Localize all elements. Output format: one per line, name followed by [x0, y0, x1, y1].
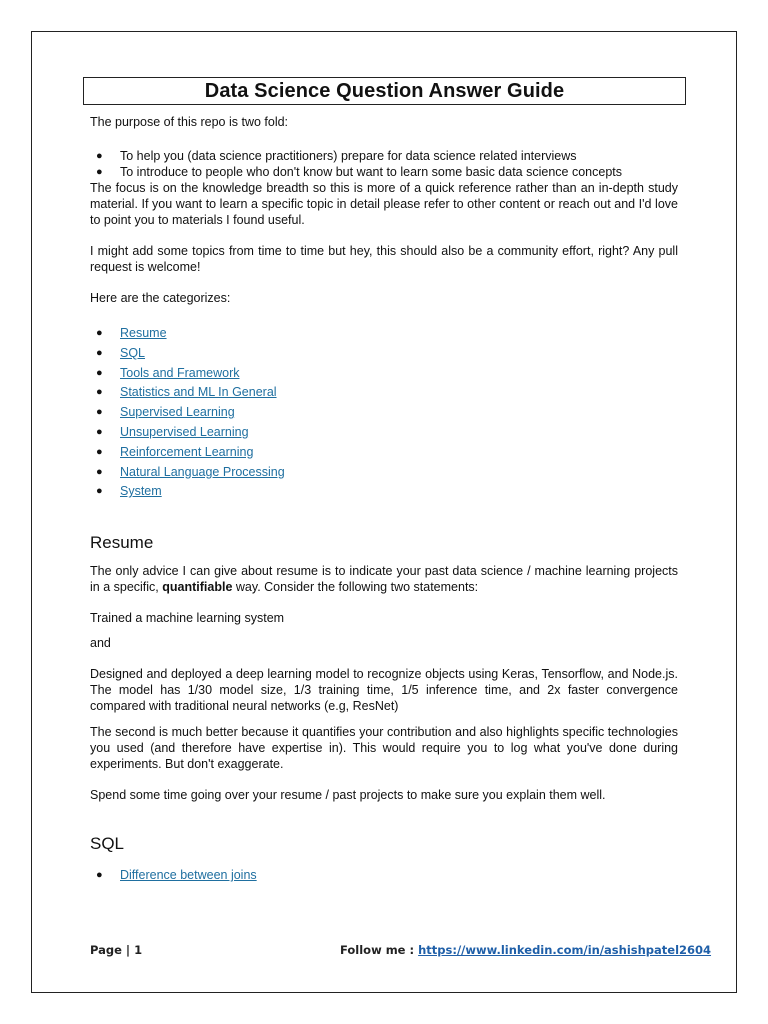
follow-me	[340, 943, 711, 957]
list-item	[90, 324, 678, 344]
list-item	[90, 364, 678, 384]
statement-two: Designed and deployed a deep learning model to recognize objects using Keras, Tensorflow, and Node.js. The model has 1/30 model size, 1/3 training time, 1/5 inference time, and 2x faster convergence compared with traditional neural networks (e.g, ResNet)	[90, 667, 678, 714]
purpose-text: To help you (data science practitioners) prepare for data science related interviews	[120, 149, 577, 163]
resume-advice-text: way. Consider the following two statements:	[232, 580, 479, 595]
list-item	[90, 383, 678, 403]
category-link-statistics[interactable]: Statistics and ML In General	[120, 385, 277, 400]
category-link-sql[interactable]: SQL	[120, 345, 146, 360]
list-item	[90, 482, 678, 502]
bullet-icon: ●	[96, 406, 103, 419]
category-link-supervised[interactable]: Supervised Learning	[120, 405, 235, 420]
page-number: Page | 1	[90, 943, 143, 957]
title-box	[83, 77, 686, 105]
section-heading-resume: Resume	[90, 533, 154, 553]
list-item	[90, 148, 678, 164]
category-link-unsupervised[interactable]: Unsupervised Learning	[120, 424, 249, 439]
list-item	[90, 164, 678, 180]
bullet-icon: ●	[96, 327, 103, 339]
list-item	[90, 443, 678, 463]
category-link-nlp[interactable]: Natural Language Processing	[120, 464, 285, 479]
document-body	[90, 114, 678, 883]
resume-explanation: The second is much better because it quantifies your contribution and also highlights specific technologies you used (and therefore have expertise in). This would require you to log what you've done during experiments. But don't exaggerate.	[90, 725, 678, 772]
resume-advice-text: The only advice I can give about resume is to indicate your past data science / machine learning projects in a specific,	[90, 564, 678, 595]
list-item	[90, 463, 678, 483]
bullet-icon: ●	[96, 465, 103, 478]
linkedin-link[interactable]: https://www.linkedin.com/in/ashishpatel2604	[418, 943, 712, 957]
intro-text: The purpose of this repo is two fold:	[90, 115, 289, 129]
community-paragraph: I might add some topics from time to time but hey, this should also be a community effort, right? Any pull request is welcome!	[90, 244, 678, 274]
resume-advice	[90, 563, 678, 595]
resume-closing: Spend some time going over your resume / past projects to make sure you explain them well.	[90, 788, 606, 803]
list-item	[90, 344, 678, 364]
categories-list	[90, 324, 678, 502]
sql-list	[90, 867, 678, 883]
category-link-tools[interactable]: Tools and Framework	[120, 365, 240, 380]
document-title: Data Science Question Answer Guide	[204, 79, 565, 102]
and-text: and	[90, 636, 111, 651]
focus-paragraph: The focus is on the knowledge breadth so this is more of a quick reference rather than an in-depth study material. If you want to learn a specific topic in detail please refer to other content or reach out and I'd love to point you to materials I found useful.	[90, 181, 678, 227]
sql-link-joins[interactable]: Difference between joins	[120, 868, 257, 883]
follow-label: Follow me :	[340, 943, 419, 957]
purpose-list	[90, 148, 678, 180]
statement-one: Trained a machine learning system	[90, 611, 285, 626]
bullet-icon: ●	[96, 150, 103, 162]
bullet-icon: ●	[96, 346, 103, 359]
category-link-resume[interactable]: Resume	[120, 326, 167, 340]
bullet-icon: ●	[96, 445, 103, 458]
categories-intro: Here are the categorizes:	[90, 291, 231, 305]
bullet-icon: ●	[96, 166, 103, 178]
resume-advice-bold: quantifiable	[162, 580, 233, 595]
bullet-icon: ●	[96, 386, 103, 399]
bullet-icon: ●	[96, 485, 103, 498]
bullet-icon: ●	[96, 425, 103, 438]
bullet-icon: ●	[96, 869, 103, 882]
bullet-icon: ●	[96, 366, 103, 379]
list-item	[90, 867, 678, 883]
section-heading-sql: SQL	[90, 834, 125, 854]
purpose-text: To introduce to people who don't know but want to learn some basic data science concepts	[120, 165, 622, 179]
list-item	[90, 423, 678, 443]
list-item	[90, 403, 678, 423]
category-link-system[interactable]: System	[120, 484, 162, 499]
category-link-reinforcement[interactable]: Reinforcement Learning	[120, 444, 254, 459]
